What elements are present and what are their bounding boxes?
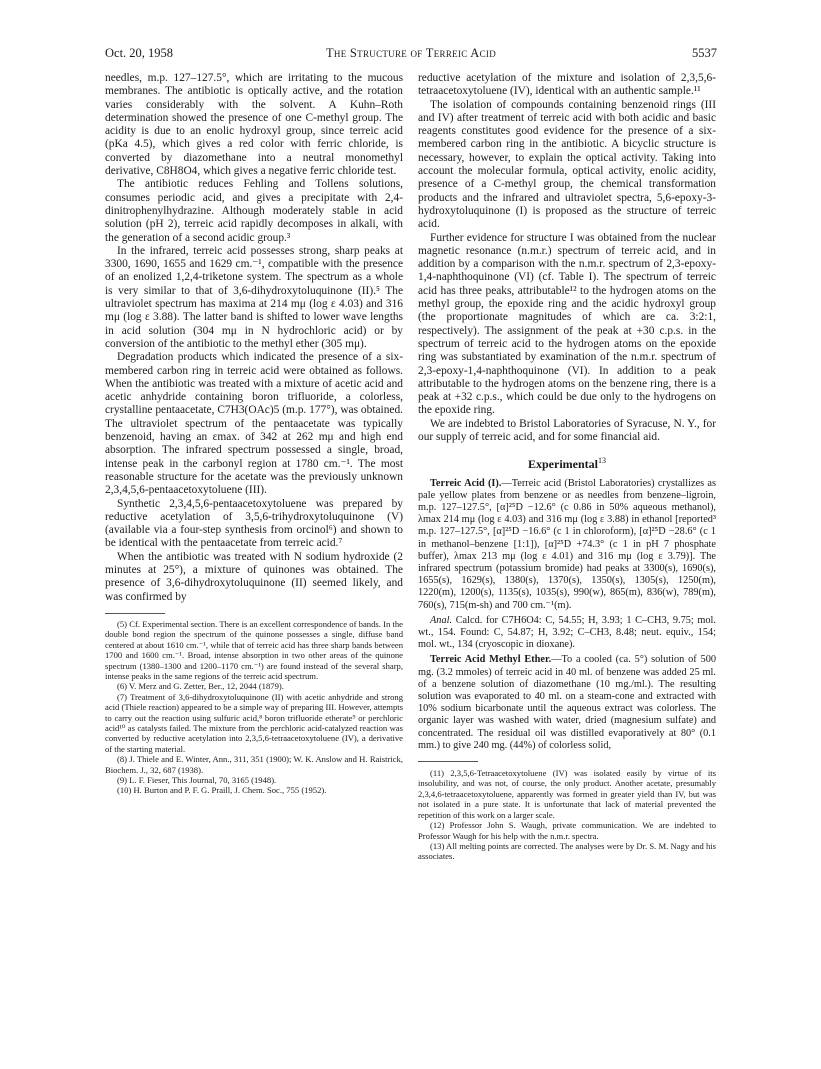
body-paragraph: We are indebted to Bristol Laboratories of Syracuse, N. Y., for our supply of terreic acid, and for some financial aid. <box>418 417 716 444</box>
footnote: (8) J. Thiele and E. Winter, Ann., 311, 351 (1900); W. K. Anslow and H. Raistrick, Biochem. J., 32, 687 (1938). <box>105 754 403 775</box>
body-paragraph: The isolation of compounds containing benzenoid rings (III and IV) after treatment of terreic acid with both acidic and basic reagents constitutes good evidence for the presence of a six-membered carbon ring in the antibiotic. A bicyclic structure is necessary, however, to explain the optical activity. Taking into account the molecular formula, optical activity, enolic acidity, presence of a C-methyl group, the chemical transformation products and the infrared and ultraviolet spectra, 5,6-epoxy-3-hydroxytoluquinone (I) is proposed as the structure of terreic acid. <box>418 98 716 231</box>
issue-date: Oct. 20, 1958 <box>105 46 174 60</box>
page-number: 5537 <box>692 46 717 60</box>
experimental-paragraph <box>418 654 716 752</box>
experimental-footnote-ref: 13 <box>598 456 606 466</box>
footnote: (10) H. Burton and P. F. G. Praill, J. Chem. Soc., 755 (1952). <box>117 785 327 796</box>
footnote: (7) Treatment of 3,6-dihydroxytoluquinone (II) with acetic anhydride and strong acid (Thiele reaction) appeared to be a simple way of preparing III. However, attempts to carry out the reaction using sulfuric acid,⁸ boron trifluoride etherate⁹ or perchloric acid¹⁰ as catalysts failed. The mixture from the perchloric acid-catalyzed reaction was converted by reductive acetylation into 2,3,5,6-tetraacetoxytoluene (IV), a derivative of the starting material. <box>105 691 403 754</box>
body-paragraph: The antibiotic reduces Fehling and Tollens solutions, consumes periodic acid, and gives a precipitate with 2,4-dinitrophenylhydrazine. Although moderately stable in acid solution (pH 2), terreic acid rapidly decomposes in alkali, with the generation of a second acidic group.³ <box>105 178 403 244</box>
run-in-heading: Anal. <box>430 614 453 626</box>
running-header <box>105 46 717 62</box>
run-in-heading: Terreic Acid (I). <box>430 477 502 489</box>
footnote: (6) V. Merz and G. Zetter, Ber., 12, 2044 (1879). <box>117 681 284 692</box>
footnotes-right <box>418 768 716 862</box>
experimental-paragraph <box>418 615 716 652</box>
footnote: (12) Professor John S. Waugh, private communication. We are indebted to Professor Waugh for his help with the n.m.r. spectra. <box>418 820 716 841</box>
experimental-heading <box>418 454 716 471</box>
footnote: (5) Cf. Experimental section. There is an excellent correspondence of bands. In the double bond region the spectrum of the quinone possesses a single, diffuse band centered at about 1610 cm.⁻¹, while that of terreic acid has three sharp bands between 1700 and 1600 cm.⁻¹. Broad, intense absorption in two other areas of the quinone spectrum (1380–1300 and 1200–1170 cm.⁻¹) are found instead of the several sharp, intense peaks in the same regions of the terreic acid spectrum. <box>105 618 403 681</box>
experimental-text: Calcd. for C7H6O4: C, 54.55; H, 3.93; 1 C–CH3, 9.75; mol. wt., 154. Found: C, 54.87; H, 3.92; C–CH3, 8.48; neut. equiv., 154; mol. wt., 134 (cryoscopic in dioxane). <box>418 614 716 651</box>
running-title: The Structure of Terreic Acid <box>325 46 497 60</box>
experimental-paragraph <box>418 478 716 612</box>
body-paragraph: needles, m.p. 127–127.5°, which are irritating to the mucous membranes. The antibiotic is optically active, and the rotation varies considerably with the solvent. A Kuhn–Roth determination showed the presence of one C-methyl group. The acidity is due to an enolic hydroxyl group, since terreic acid (pKa 4.5), which gives a red color with ferric chloride, is converted by diazomethane into a neutral monomethyl derivative, C8H8O4, which gives a negative ferric chloride test. <box>105 72 403 178</box>
run-in-heading: Terreic Acid Methyl Ether. <box>430 654 552 666</box>
footnote-divider <box>105 613 165 614</box>
experimental-section <box>418 478 716 752</box>
footnote: (11) 2,3,5,6-Tetraacetoxytoluene (IV) was isolated easily by virtue of its insolubility, and was not, of course, the only product. Another acetate, presumably 2,3,4,6-tetraacetoxytoluene, apparently was formed in greater yield than IV, but was not isolated in a pure state. It is unfortunate that lack of material prevented the repetition of this work on a larger scale. <box>418 768 716 820</box>
body-paragraph: When the antibiotic was treated with N sodium hydroxide (2 minutes at 25°), a mixture of quinones was obtained. The presence of 3,6-dihydroxytoluquinone (II) seemed likely, and was confirmed by <box>105 550 403 603</box>
footnotes-left <box>105 619 403 796</box>
experimental-heading-text: Experimental <box>528 457 598 472</box>
experimental-text: —To a cooled (ca. 5°) solution of 500 mg. (3.2 mmoles) of terreic acid in 40 ml. of benzene was added 25 ml. of a benzene solution of diazomethane (10 mg./ml.). The resulting solution was evaporated to 40 ml. on a steam-cone and extracted with 10% sodium bicarbonate until the aqueous extract was colorless. The organic layer was washed with water, dried (magnesium sulfate) and concentrated. The residual oil was distilled evaporatively at 80° (0.1 mm.) to give 240 mg. (44%) of colorless solid, <box>418 654 716 751</box>
body-paragraph: Further evidence for structure I was obtained from the nuclear magnetic resonance (n.m.r.) spectrum of terreic acid, and in addition by a comparison with the n.m.r. spectrum of 2,3-epoxy-1,4-naphthoquinone (VI) (cf. Table I). The spectrum of terreic acid has three peaks, attributable¹² to the hydrogen atoms on the methyl group, the epoxide ring and the acidic hydroxyl group (the proportionate magnitudes of which are ca. 3:2:1, respectively). The assignment of the peak at +30 c.p.s. in the spectrum of terreic acid to the hydrogen atoms on the epoxide ring was substantiated by examination of the n.m.r. spectrum of 2,3-epoxy-1,4-naphthoquinone (VI). In addition to a peak attributable to the hydrogen atoms on the benzene ring, there is a peak at +32 c.p.s., which could be due only to the hydrogens on the epoxide ring. <box>418 231 716 417</box>
body-paragraph: reductive acetylation of the mixture and isolation of 2,3,5,6-tetraacetoxytoluene (IV), identical with an authentic sample.¹¹ <box>418 72 716 98</box>
footnote-divider <box>418 761 478 762</box>
body-paragraph: In the infrared, terreic acid possesses strong, sharp peaks at 3300, 1690, 1655 and 1629 cm.⁻¹, compatible with the presence of an enolized 1,2,4-triketone system. The spectrum as a whole is very similar to that of 3,6-dihydroxytoluquinone (II).⁵ The ultraviolet spectrum has maxima at 214 mμ (log ε 4.03) and 316 mμ (log ε 3.88). The latter band is shifted to lower wave lengths in acid solution (304 mμ in N hydrochloric acid) or by conversion of the antibiotic to the methyl ether (305 mμ). <box>105 244 403 350</box>
right-column <box>418 72 716 862</box>
body-paragraph: Degradation products which indicated the presence of a six-membered carbon ring in terreic acid were obtained as follows. When the antibiotic was treated with a mixture of acetic acid and acetic anhydride containing boron trifluoride, a colorless, crystalline pentaacetate, C7H3(OAc)5 (m.p. 177°), was obtained. The ultraviolet spectrum of the pentaacetate was typically benzenoid, having an εmax. of 342 at 262 mμ and high end absorption. The infrared spectrum possessed a single, broad, intense peak in the carbonyl region at 1780 cm.⁻¹. The most reasonable structure for the acetate was the previously unknown 2,3,4,5,6-pentaacetoxytoluene (III). <box>105 351 403 497</box>
footnote: (9) L. F. Fieser, This Journal, 70, 3165 (1948). <box>117 774 277 785</box>
left-column <box>105 72 403 796</box>
footnote: (13) All melting points are corrected. The analyses were by Dr. S. M. Nagy and his associates. <box>418 840 716 862</box>
experimental-text: —Terreic acid (Bristol Laboratories) crystallizes as pale yellow plates from benzene or as needles from benzene–ligroin, m.p. 127–127.5°, [α]²⁵D −12.6° (c 0.86 in 50% aqueous methanol), λmax 214 mμ (log ε 4.03) and 316 mμ (log ε 3.88) in ethanol [reported³ m.p. 127–127.5°, [α]²⁵D −16.6° (c 1 in chloroform), [α]²⁵D −28.6° (c 1 in methanol–benzene [1:1]), [α]²⁵D +74.3° (c 1 in pH 7 phosphate buffer), λmax 213 mμ (log ε 4.01) and 316 mμ (log ε 3.79)]. The infrared spectrum (potassium bromide) had peaks at 3300(s), 1690(s), 1655(s), 1629(s), 1380(s), 1370(s), 1350(s), 1305(s), 1250(m), 1220(m), 1200(s), 1135(s), 1035(s), 990(w), 865(m), 836(w), 789(m), 760(s), 715(m-sh) and 700 cm.⁻¹(m). <box>418 477 717 611</box>
body-paragraph: Synthetic 2,3,4,5,6-pentaacetoxytoluene was prepared by reductive acetylation of 3,5,6-trihydroxytoluquinone (V) (available via a four-step synthesis from orcinol⁶) and shown to be identical with the pentaacetate from terreic acid.⁷ <box>105 497 403 550</box>
